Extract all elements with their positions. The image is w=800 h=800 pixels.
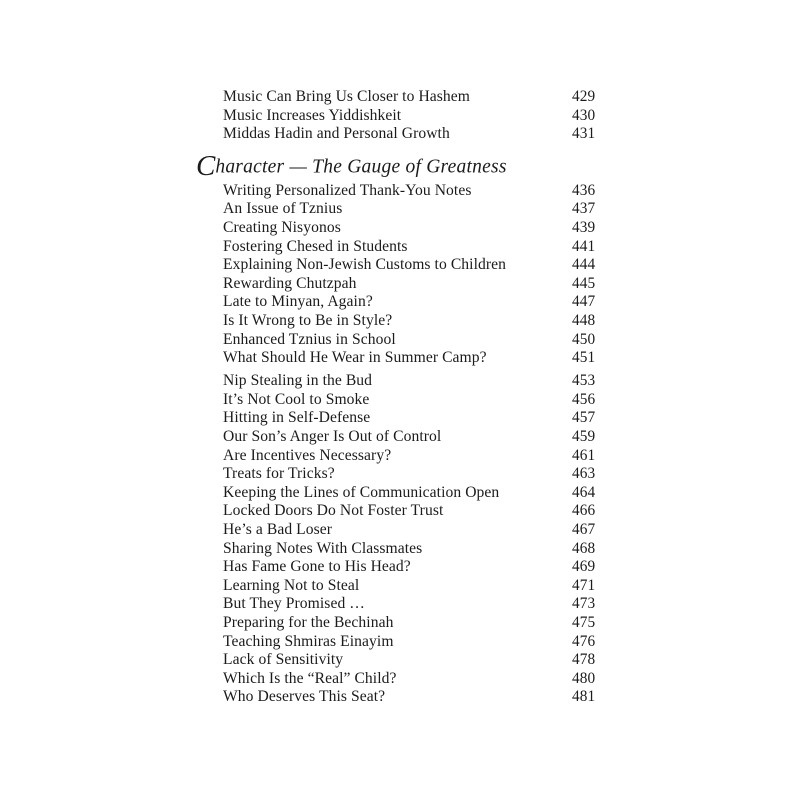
toc-entry-title: An Issue of Tznius [223,200,343,218]
toc-entry-page-number: 475 [572,613,596,631]
section-heading-initial: C [196,150,216,183]
toc-group [196,372,636,707]
section-heading-text [196,150,507,183]
toc-entry-page-number: 463 [572,465,596,483]
toc-entry-title: He’s a Bad Loser [223,520,333,538]
toc-entry[interactable] [196,293,636,312]
toc-entry-title: Keeping the Lines of Communication Open [223,483,500,501]
toc-entry-title: What Should He Wear in Summer Camp? [223,349,487,367]
toc-entry[interactable] [196,219,636,238]
toc-entry-title: Late to Minyan, Again? [223,293,373,311]
toc-entry[interactable] [196,670,636,689]
toc-entry-page-number: 448 [572,311,596,329]
toc-entry-page-number: 459 [572,428,596,445]
toc-entry-page-number: 473 [572,595,596,613]
toc-entry-title: Creating Nisyonos [223,218,341,236]
toc-entry-title: Nip Stealing in the Bud [223,372,373,390]
toc-entry[interactable] [196,238,636,257]
toc-entry-title: Lack of Sensitivity [223,651,344,669]
toc-entry-title: Who Deserves This Seat? [223,688,386,706]
toc-entry[interactable] [196,540,636,559]
toc-entry-title: Enhanced Tznius in School [223,330,396,348]
section-heading-rest: haracter — The Gauge of Greatness [215,156,507,178]
toc-entry-title: Are Incentives Necessary? [223,446,392,464]
toc-entry[interactable] [196,521,636,540]
toc-entry[interactable] [196,125,636,144]
toc-entry-page-number: 431 [572,125,596,143]
toc-entry-page-number: 478 [572,651,596,669]
toc-entry[interactable] [196,465,636,484]
section-heading [196,149,636,183]
toc-entry-title: Has Fame Gone to His Head? [223,558,411,576]
toc-entry-title: Writing Personalized Thank-You Notes [223,181,472,199]
toc-entry-page-number: 453 [572,372,596,390]
toc-entry[interactable] [196,182,636,201]
toc-entry-page-number: 444 [572,256,596,274]
toc-entry[interactable] [196,391,636,410]
toc-entry-title: Fostering Chesed in Students [223,237,408,255]
toc-entry-title: Treats for Tricks? [223,465,335,483]
toc-entry-title: Sharing Notes With Classmates [223,539,423,557]
toc-entry-title: Our Son’s Anger Is Out of Control [223,428,442,445]
toc-entry-title: Learning Not to Steal [223,576,360,594]
toc-entry-page-number: 466 [572,502,596,520]
toc-entry-title: Teaching Shmiras Einayim [223,632,394,650]
toc-entry[interactable] [196,484,636,503]
toc-entry-page-number: 436 [572,181,596,199]
toc-entry-page-number: 450 [572,330,596,348]
toc-entry-title: It’s Not Cool to Smoke [223,390,370,408]
toc-entry-page-number: 430 [572,106,596,124]
toc-entry[interactable] [196,428,636,447]
toc-entry[interactable] [196,577,636,596]
toc-entry-page-number: 441 [572,237,596,255]
toc-entry-title: Music Increases Yiddishkeit [223,106,402,124]
toc-entry[interactable] [196,409,636,428]
toc-entry-title: Locked Doors Do Not Foster Trust [223,502,444,520]
toc-group [196,88,636,144]
toc-entry-title: Explaining Non-Jewish Customs to Children [223,256,507,274]
toc-entry[interactable] [196,651,636,670]
toc-entry-page-number: 469 [572,558,596,576]
toc-entry-title: Rewarding Chutzpah [223,274,357,292]
toc-entry-page-number: 457 [572,409,596,427]
toc-entry-title: Preparing for the Bechinah [223,613,394,631]
toc-entry-page-number: 456 [572,390,596,408]
toc-entry[interactable] [196,502,636,521]
toc-entry-page-number: 467 [572,520,596,538]
toc-entry-page-number: 437 [572,200,596,218]
toc-entry[interactable] [196,331,636,350]
toc-entry-page-number: 445 [572,274,596,292]
toc-entry-page-number: 451 [572,349,596,367]
toc-entry-title: Hitting in Self-Defense [223,409,371,427]
toc-entry[interactable] [196,256,636,275]
toc-entry-page-number: 429 [572,88,596,105]
toc-entry[interactable] [196,633,636,652]
toc-entry-title: Is It Wrong to Be in Style? [223,311,393,329]
toc-entry-page-number: 476 [572,632,596,650]
toc-entry[interactable] [196,447,636,466]
toc-entry-page-number: 468 [572,539,596,557]
toc-entry[interactable] [196,107,636,126]
toc-entry-title: Which Is the “Real” Child? [223,669,397,687]
toc-entry-page-number: 447 [572,293,596,311]
toc-entry[interactable] [196,275,636,294]
toc-entry-page-number: 480 [572,669,596,687]
toc-entry[interactable] [196,595,636,614]
toc-entry-page-number: 439 [572,218,596,236]
toc-entry[interactable] [196,614,636,633]
toc-group [196,149,636,368]
toc-entry-title: Middas Hadin and Personal Growth [223,125,450,143]
toc-entry[interactable] [196,200,636,219]
toc-entry[interactable] [196,88,636,107]
toc-entry-page-number: 461 [572,446,596,464]
toc-entry-page-number: 481 [572,688,596,706]
toc-entry[interactable] [196,312,636,331]
toc-entry-page-number: 464 [572,483,596,501]
toc-entry[interactable] [196,349,636,368]
toc-entry-page-number: 471 [572,576,596,594]
toc-entry[interactable] [196,688,636,707]
table-of-contents [196,88,636,707]
toc-entry-title: But They Promised … [223,595,365,613]
toc-entry-title: Music Can Bring Us Closer to Hashem [223,88,471,105]
toc-entry[interactable] [196,372,636,391]
toc-entry[interactable] [196,558,636,577]
